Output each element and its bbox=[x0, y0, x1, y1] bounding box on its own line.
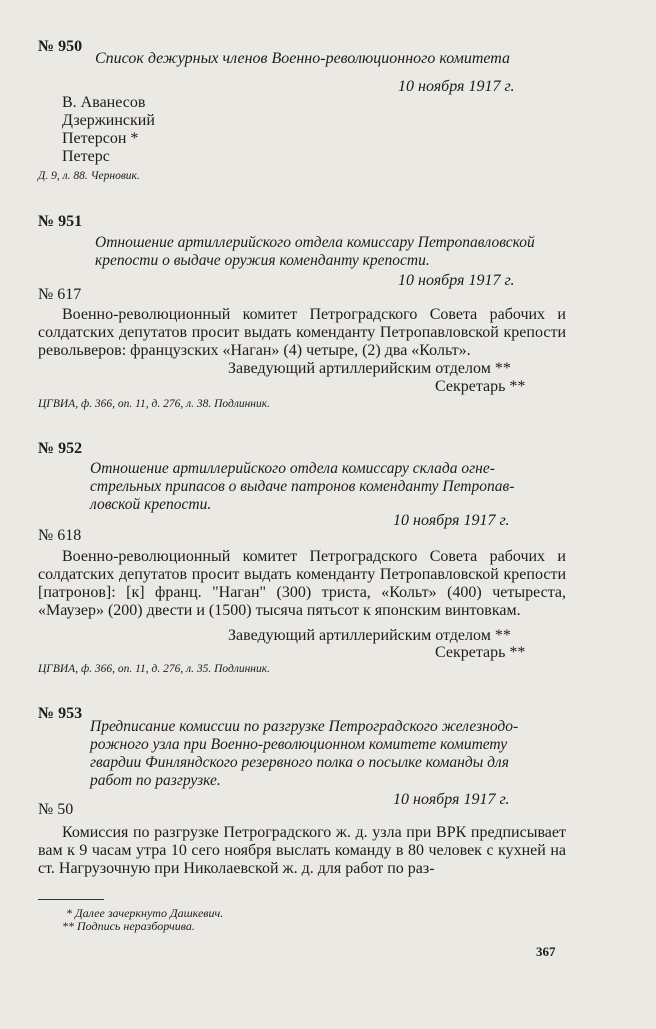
doc-951-source: ЦГВИА, ф. 366, оп. 11, д. 276, л. 38. Подлинник. bbox=[38, 398, 270, 410]
doc-951-number: № 951 bbox=[38, 213, 83, 230]
doc-952-doc-number: № 618 bbox=[38, 527, 82, 544]
footnote: ** Подпись неразборчива. bbox=[62, 919, 195, 933]
doc-950-name: Дзержинский bbox=[62, 112, 155, 129]
footnote: * Далее зачеркнуто Дашкевич. bbox=[66, 906, 224, 920]
page-number: 367 bbox=[536, 944, 556, 959]
doc-952-sig-secretary: Секретарь ** bbox=[435, 644, 526, 661]
doc-953-title bbox=[90, 718, 570, 790]
title-line: Отношение артиллерийского отдела комиссару склада огне- bbox=[90, 460, 495, 477]
doc-952-date: 10 ноября 1917 г. bbox=[393, 512, 510, 529]
doc-952-title bbox=[90, 460, 570, 514]
footnote-rule bbox=[38, 899, 104, 900]
title-line: рожного узла при Военно-революционном комитете комитету bbox=[90, 736, 508, 753]
doc-951-doc-number: № 617 bbox=[38, 286, 82, 303]
doc-952-sig-head: Заведующий артиллерийским отделом ** bbox=[228, 627, 511, 644]
doc-953-number: № 953 bbox=[38, 705, 83, 722]
doc-950-name: В. Аванесов bbox=[62, 94, 146, 111]
doc-951-sig-secretary: Секретарь ** bbox=[435, 378, 526, 395]
doc-951-sig-head: Заведующий артиллерийским отделом ** bbox=[228, 360, 511, 377]
title-line: работ по разгрузке. bbox=[90, 772, 221, 789]
doc-950-date: 10 ноября 1917 г. bbox=[398, 78, 515, 95]
doc-952-source: ЦГВИА, ф. 366, оп. 11, д. 276, л. 35. Подлинник. bbox=[38, 663, 270, 675]
title-line: крепости о выдаче оружия коменданту крепости. bbox=[95, 252, 430, 269]
doc-951-title bbox=[95, 234, 570, 270]
title-line: гвардии Финляндского резервного полка о посылке команды для bbox=[90, 754, 509, 771]
doc-950-number: № 950 bbox=[38, 38, 83, 55]
doc-952-body: Военно-революционный комитет Петроградского Совета рабочих и солдатских депутатов просит выдать коменданту Петропавловской крепости [патронов]: [к] франц. "Наган" (300) триста, «Кольт» (400) четыреста, «Маузер» (200) двести и (1500) тысяча пятьсот к японским винтовкам. bbox=[38, 548, 566, 619]
title-line: стрельных припасов о выдаче патронов коменданту Петропав- bbox=[90, 478, 515, 495]
doc-950-title: Список дежурных членов Военно-революционного комитета bbox=[95, 50, 511, 67]
doc-952-number: № 952 bbox=[38, 440, 83, 457]
title-line: Предписание комиссии по разгрузке Петроградского железнодо- bbox=[90, 718, 519, 735]
doc-950-name: Петерс bbox=[62, 148, 110, 165]
doc-950-name: Петерсон * bbox=[62, 130, 139, 147]
title-line: ловской крепости. bbox=[90, 496, 212, 513]
doc-951-date: 10 ноября 1917 г. bbox=[398, 272, 515, 289]
doc-951-body: Военно-революционный комитет Петроградского Совета рабочих и солдатских депутатов просит выдать коменданту Петропавловской крепости револьверов: французских «Наган» (4) четыре, (2) два «Кольт». bbox=[38, 306, 566, 359]
doc-953-body: Комиссия по разгрузке Петроградского ж. д. узла при ВРК предписывает вам к 9 часам утра 10 сего ноября выслать команду в 80 человек с кухней на ст. Нагрузочную при Николаевской ж. д. для работ по раз- bbox=[38, 824, 566, 877]
doc-953-doc-number: № 50 bbox=[38, 801, 74, 818]
doc-953-date: 10 ноября 1917 г. bbox=[393, 791, 510, 808]
doc-950-source: Д. 9, л. 88. Черновик. bbox=[38, 170, 140, 182]
title-line: Отношение артиллерийского отдела комиссару Петропавловской bbox=[95, 234, 535, 251]
